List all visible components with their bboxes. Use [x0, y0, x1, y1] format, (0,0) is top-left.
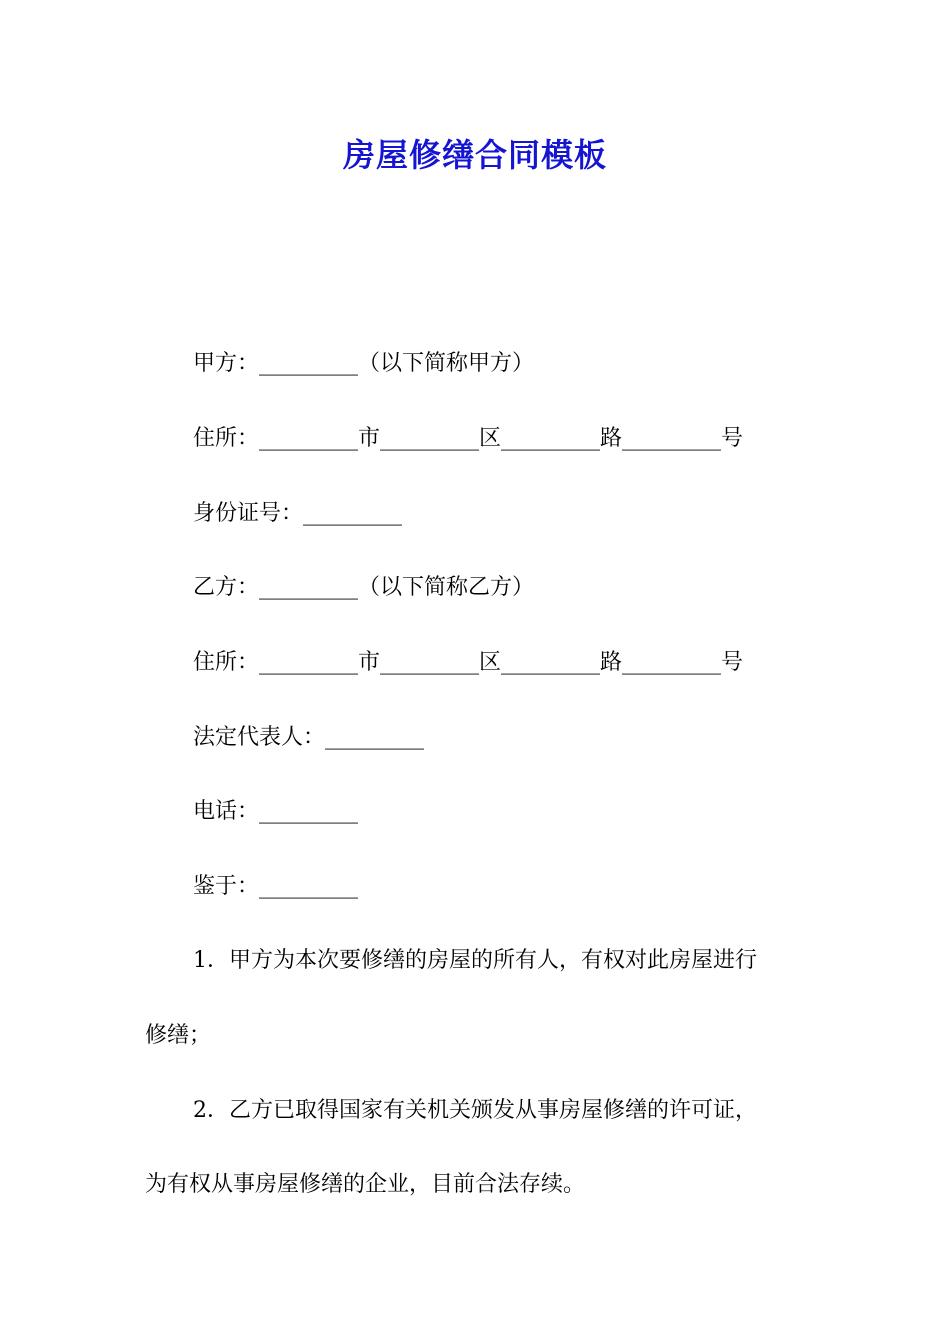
clause-2-line-1: 2．乙方已取得国家有关机关颁发从事房屋修缮的许可证，: [193, 1098, 757, 1123]
party-a-line: 甲方：_________（以下简称甲方）: [193, 351, 535, 376]
legal-representative-line: 法定代表人：_________: [193, 725, 425, 750]
party-b-address-line: 住所：_________市_________区_________路_________号: [193, 650, 744, 675]
party-a-id-line: 身份证号：_________: [193, 501, 403, 526]
clause-1-line-2: 修缮；: [145, 1023, 212, 1048]
party-a-address-line: 住所：_________市_________区_________路_________号: [193, 426, 744, 451]
clause-2-line-2: 为有权从事房屋修缮的企业，目前合法存续。: [145, 1172, 586, 1197]
party-b-line: 乙方：_________（以下简称乙方）: [193, 575, 535, 600]
document-title: 房屋修缮合同模板: [342, 136, 607, 174]
whereas-line: 鉴于：_________: [193, 874, 359, 899]
clause-1-line-1: 1．甲方为本次要修缮的房屋的所有人，有权对此房屋进行: [193, 948, 757, 973]
phone-line: 电话：_________: [193, 799, 359, 824]
